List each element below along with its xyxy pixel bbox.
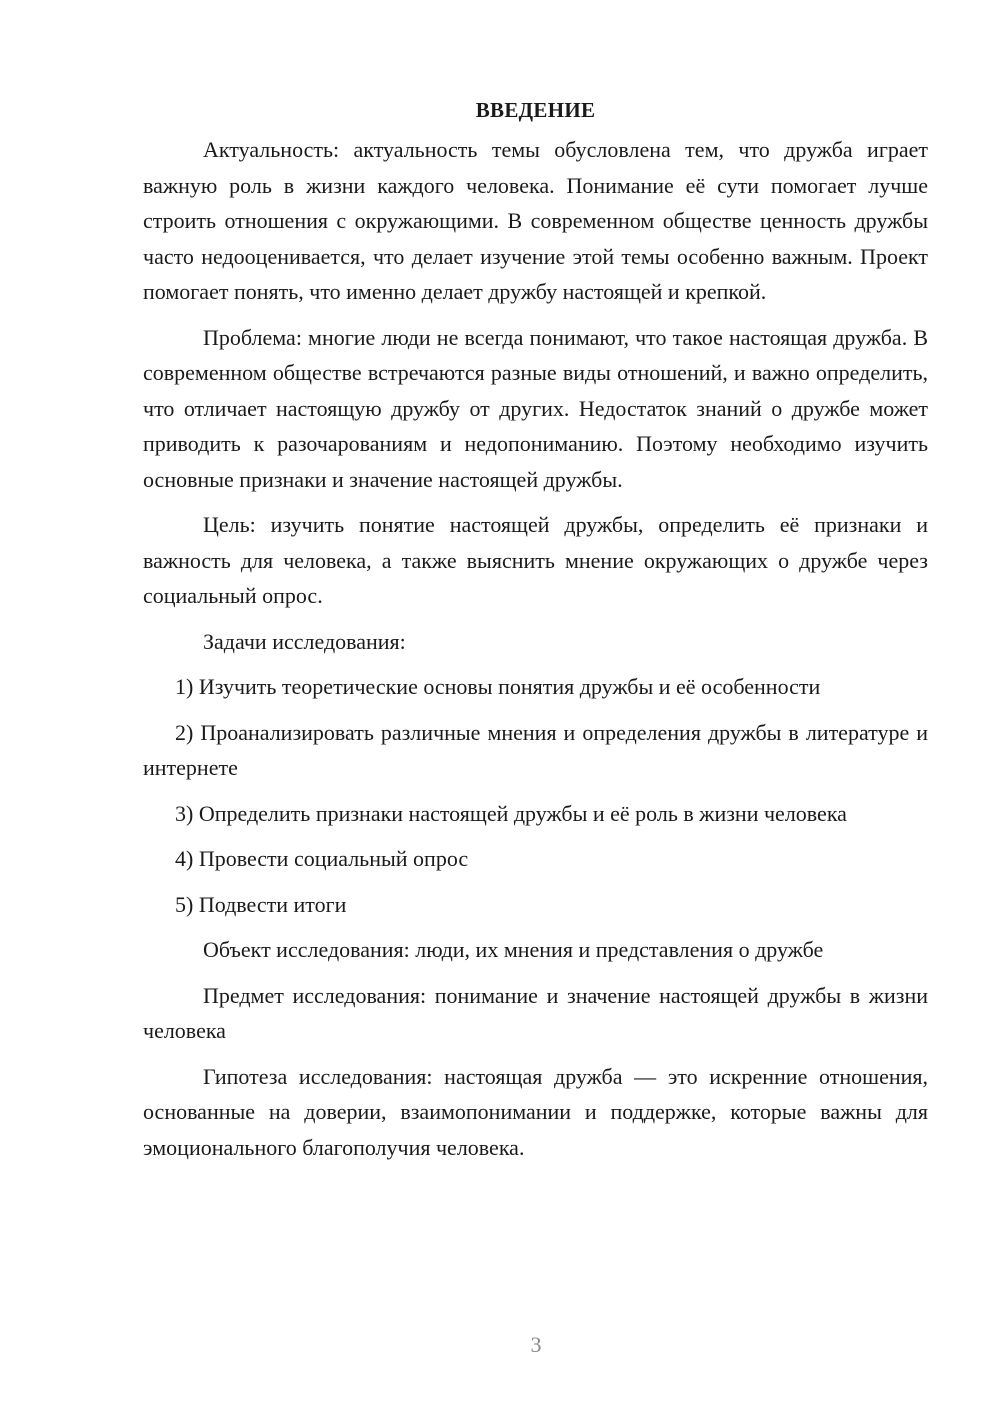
task-item-4: 4) Провести социальный опрос — [175, 846, 469, 871]
relevance-paragraph: Актуальность: актуальность темы обусловлена тем, что дружба играет важную роль в жизни каждого человека. Понимание её сути помогает лучше строить отношения с окружающими. В современном обществе ценность дружбы часто недооценивается, что делает изучение этой темы особенно важным. Проект помогает понять, что именно делает дружбу настоящей и крепкой. — [143, 137, 928, 304]
subject-paragraph: Предмет исследования: понимание и значение настоящей дружбы в жизни человека — [143, 982, 928, 1043]
goal-paragraph: Цель: изучить понятие настоящей дружбы, определить её признаки и важность для человека, а также выяснить мнение окружающих о дружбе через социальный опрос. — [143, 512, 928, 608]
task-item-1: 1) Изучить теоретические основы понятия дружбы и её особенности — [175, 674, 821, 699]
section-title: ВВЕДЕНИЕ — [475, 98, 596, 122]
task-item-2: 2) Проанализировать различные мнения и определения дружбы в литературе и интернете — [143, 719, 928, 780]
task-item-3: 3) Определить признаки настоящей дружбы и её роль в жизни человека — [175, 800, 847, 826]
object-paragraph: Объект исследования: люди, их мнения и представления о дружбе — [203, 937, 824, 962]
hypothesis-paragraph: Гипотеза исследования: настоящая дружба — это искренние отношения, основанные на доверии, взаимопонимании и поддержке, которые важны для эмоционального благополучия человека. — [143, 1063, 928, 1160]
task-item-5: 5) Подвести итоги — [175, 891, 347, 917]
page-number: 3 — [530, 1332, 542, 1357]
tasks-heading: Задачи исследования: — [203, 628, 406, 654]
problem-paragraph: Проблема: многие люди не всегда понимают, что такое настоящая дружба. В современном обществе встречаются разные виды отношений, и важно определить, что отличает настоящую дружбу от других. Недостаток знаний о дружбе может приводить к разочарованиям и недопониманию. Поэтому необходимо изучить основные признаки и значение настоящей дружбы. — [143, 324, 928, 492]
document-body — [143, 92, 928, 1175]
